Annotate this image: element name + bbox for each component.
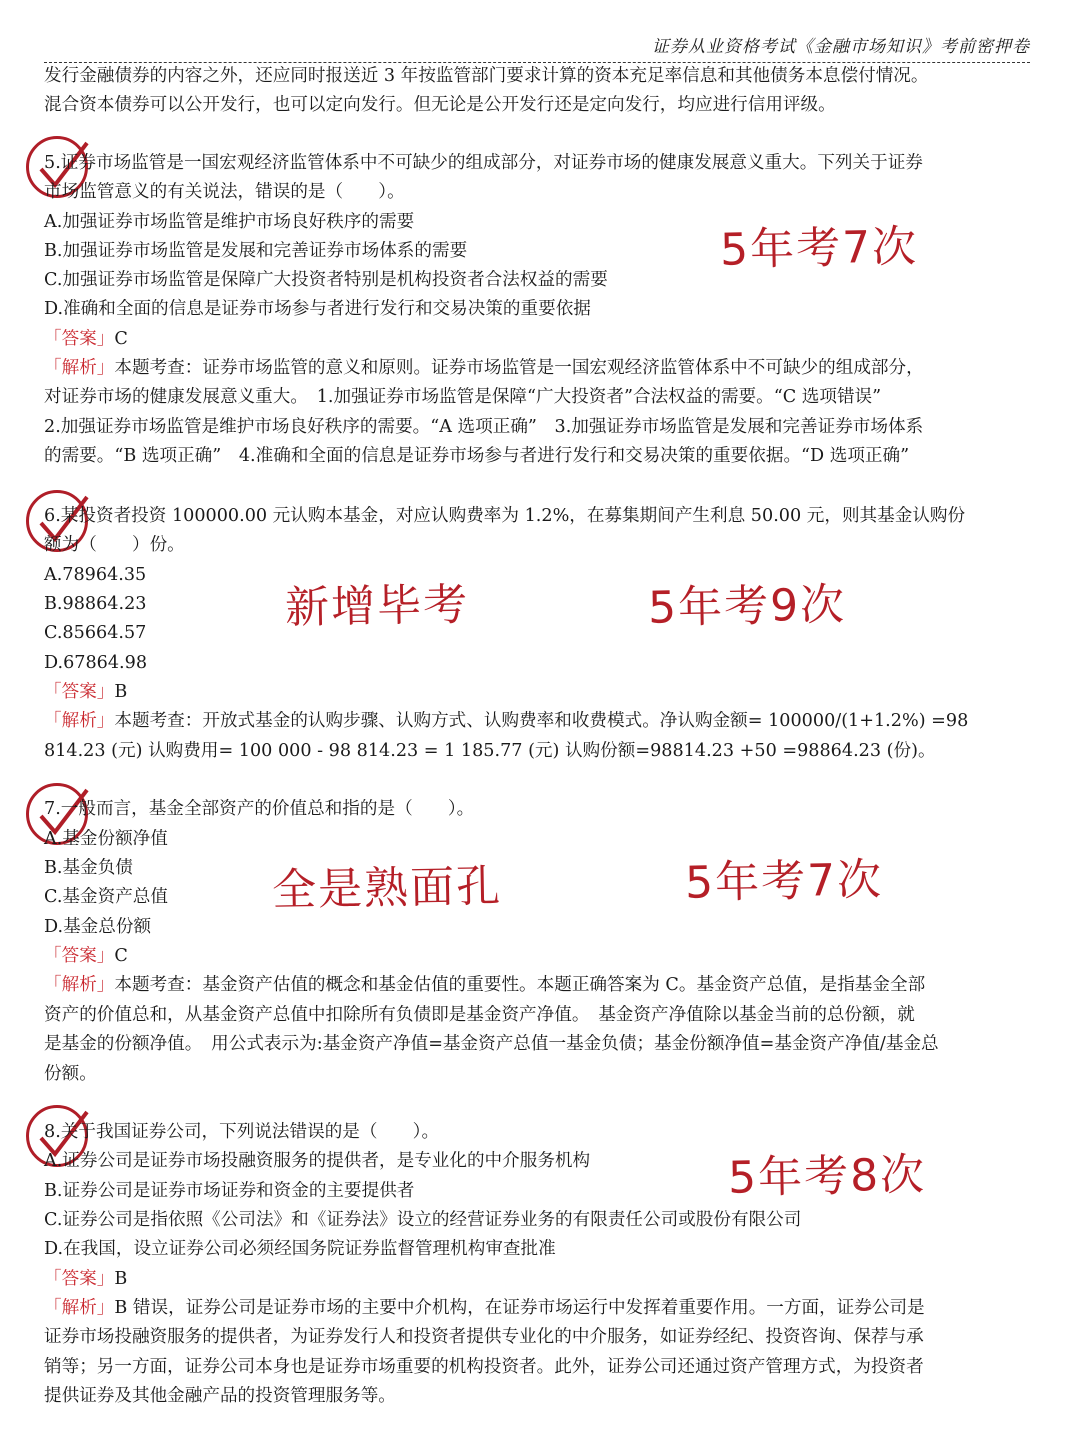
option-c: C.证券公司是指依照《公司法》和《证券法》设立的经营证券业务的有限责任公司或股份有限公司 <box>44 1210 802 1230</box>
answer-label: 「答案」 <box>44 946 115 966</box>
analysis-label: 「解析」 <box>44 358 115 378</box>
option-d: D.在我国，设立证券公司必须经国务院证券监督管理机构审查批准 <box>44 1239 556 1259</box>
analysis-line: 「解析」B 错误，证券公司是证券市场的主要中介机构，在证券市场运行中发挥着重要作用。一方面，证券公司是 <box>44 1298 925 1318</box>
answer-label: 「答案」 <box>44 329 115 349</box>
analysis-line: 「解析」本题考查：证券市场监管的意义和原则。证券市场监管是一国宏观经济监管体系中不可缺少的组成部分， <box>44 358 924 378</box>
option-a: A.78964.35 <box>44 565 147 585</box>
option-d: D.基金总份额 <box>44 917 152 937</box>
answer-label: 「答案」 <box>44 1269 115 1289</box>
answer-value: B <box>114 1269 128 1289</box>
analysis-line: 提供证券及其他金融产品的投资管理服务等。 <box>44 1386 396 1406</box>
option-a: A.加强证券市场监管是维护市场良好秩序的需要 <box>44 212 415 232</box>
analysis-label: 「解析」 <box>44 975 115 995</box>
option-d: D.67864.98 <box>44 653 148 673</box>
answer-value: B <box>114 682 128 702</box>
answer-line <box>44 327 128 351</box>
answer-value: C <box>114 329 128 349</box>
option-c: C.85664.57 <box>44 623 147 643</box>
option-a: A.证券公司是证券市场投融资服务的提供者，是专业化的中介服务机构 <box>44 1151 591 1171</box>
handwritten-note: 新增毕考 <box>284 579 470 634</box>
question-stem: 6.某投资者投资 100000.00 元认购本基金，对应认购费率为 1.2%，在募集期间产生利息 50.00 元，则其基金认购份 <box>44 506 966 526</box>
analysis-label: 「解析」 <box>44 1298 115 1318</box>
option-c: C.基金资产总值 <box>44 887 168 907</box>
answer-line <box>44 1267 127 1291</box>
question-stem: 7.一般而言，基金全部资产的价值总和指的是（ ）。 <box>44 799 475 819</box>
handwritten-note: 5年考7次 <box>684 854 884 909</box>
analysis-line: 份额。 <box>44 1064 97 1084</box>
analysis-line: 证券市场投融资服务的提供者，为证券发行人和投资者提供专业化的中介服务，如证券经纪、投资咨询、保荐与承 <box>44 1327 924 1347</box>
option-b: B.加强证券市场监管是发展和完善证券市场体系的需要 <box>44 241 468 261</box>
intro-line: 发行金融债券的内容之外，还应同时报送近 3 年按监管部门要求计算的资本充足率信息和其他债务本息偿付情况。 <box>44 66 929 86</box>
option-d: D.准确和全面的信息是证券市场参与者进行发行和交易决策的重要依据 <box>44 299 591 319</box>
option-a: A.基金份额净值 <box>44 829 168 849</box>
option-b: B.证券公司是证券市场证券和资金的主要提供者 <box>44 1181 415 1201</box>
question-stem: 5.证券市场监管是一国宏观经济监管体系中不可缺少的组成部分，对证券市场的健康发展意义重大。下列关于证券 <box>44 153 923 173</box>
answer-line <box>44 680 127 704</box>
handwritten-note: 全是熟面孔 <box>271 860 503 917</box>
analysis-line: 的需要。“B 选项正确” 4.准确和全面的信息是证券市场参与者进行发行和交易决策的重要依据。“D 选项正确” <box>44 446 910 466</box>
analysis-line: 是基金的份额净值。 用公式表示为:基金资产净值=基金资产总值一基金负债；基金份额净值=基金资产净值/基金总 <box>44 1034 939 1054</box>
analysis-line: 「解析」本题考查：开放式基金的认购步骤、认购方式、认购费率和收费模式。净认购金额= 100000/(1+1.2%) =98 <box>44 711 969 731</box>
analysis-line: 2.加强证券市场监管是维护市场良好秩序的需要。“A 选项正确” 3.加强证券市场监管是发展和完善证券市场体系 <box>44 417 924 437</box>
answer-value: C <box>114 946 128 966</box>
question-stem: 市场监管意义的有关说法，错误的是（ ）。 <box>44 182 405 202</box>
handwritten-note: 5年考8次 <box>727 1149 927 1204</box>
analysis-line: 「解析」本题考查：基金资产估值的概念和基金估值的重要性。本题正确答案为 C。基金资产总值，是指基金全部 <box>44 975 926 995</box>
option-b: B.基金负债 <box>44 858 133 878</box>
answer-line <box>44 944 128 968</box>
option-c: C.加强证券市场监管是保障广大投资者特别是机构投资者合法权益的需要 <box>44 270 608 290</box>
question-stem: 8.关于我国证券公司，下列说法错误的是（ ）。 <box>44 1122 440 1142</box>
option-b: B.98864.23 <box>44 594 147 614</box>
analysis-line: 对证券市场的健康发展意义重大。 1.加强证券市场监管是保障“广大投资者”合法权益的需要。“C 选项错误” <box>44 387 882 407</box>
handwritten-note: 5年考7次 <box>719 221 919 276</box>
page-header: 证券从业资格考试《金融市场知识》考前密押卷 <box>44 32 1030 63</box>
question-stem: 额为（ ）份。 <box>44 535 185 555</box>
analysis-label: 「解析」 <box>44 711 115 731</box>
analysis-line: 销等；另一方面，证券公司本身也是证券市场重要的机构投资者。此外，证券公司还通过资产管理方式，为投资者 <box>44 1357 924 1377</box>
analysis-line: 814.23 (元) 认购费用= 100 000 - 98 814.23 = 1 185.77 (元) 认购份额=98814.23 +50 =98864.23 (份)。 <box>44 741 936 761</box>
analysis-line: 资产的价值总和，从基金资产总值中扣除所有负债即是基金资产净值。 基金资产净值除以基金当前的总份额，就 <box>44 1005 915 1025</box>
handwritten-note: 5年考9次 <box>647 579 847 634</box>
intro-line: 混合资本债券可以公开发行，也可以定向发行。但无论是公开发行还是定向发行，均应进行信用评级。 <box>44 95 836 115</box>
answer-label: 「答案」 <box>44 682 115 702</box>
